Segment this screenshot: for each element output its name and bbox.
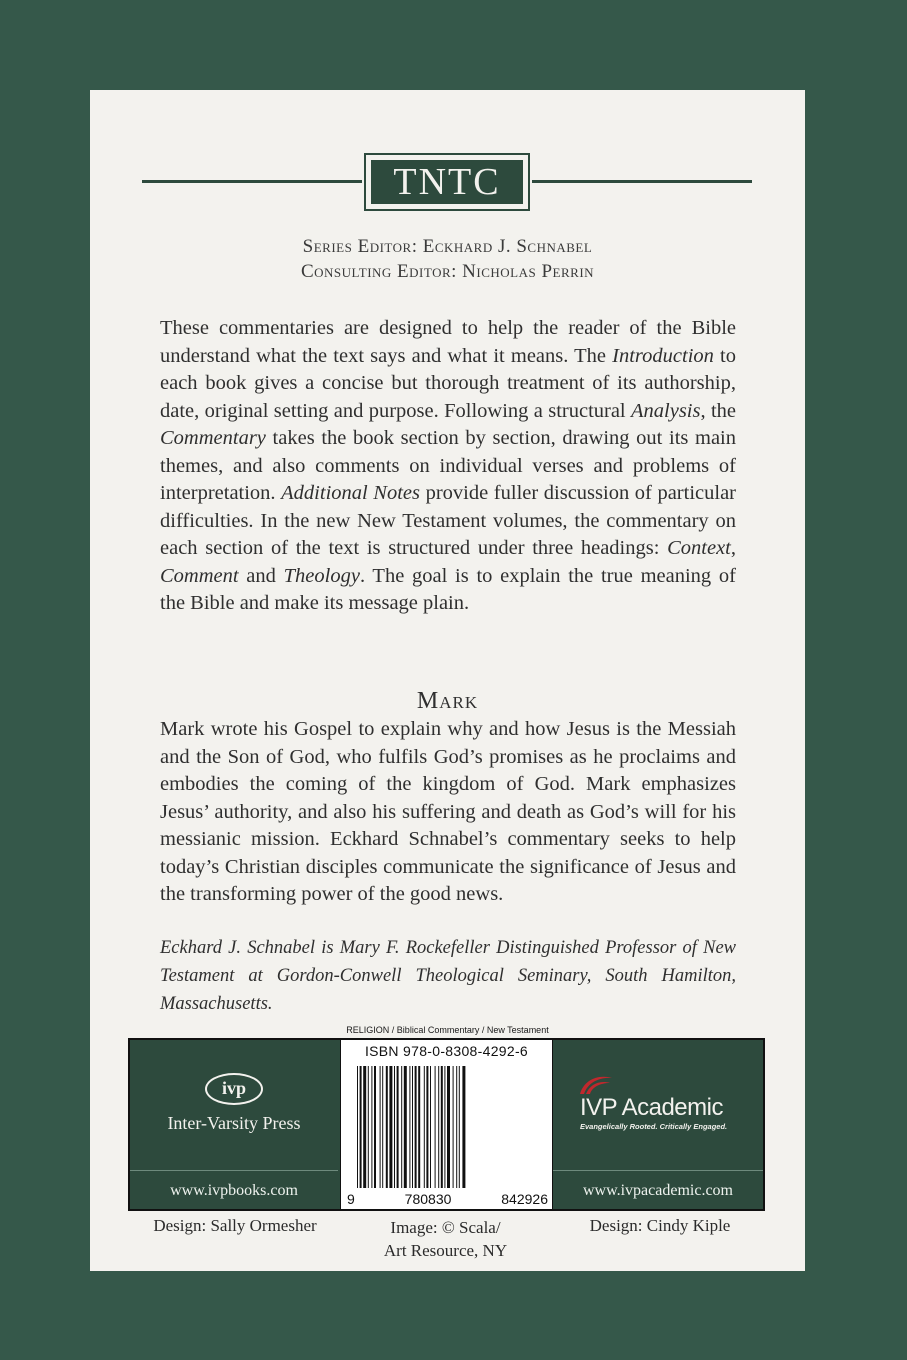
consulting-editor: Consulting Editor: Nicholas Perrin: [300, 261, 595, 282]
barcode-bar: [357, 1066, 358, 1188]
barcode-bar: [438, 1066, 439, 1188]
barcode-bar: [447, 1066, 450, 1188]
description-text: , the: [700, 399, 736, 422]
author-bio: Eckhard J. Schnabel is Mary F. Rockefeller Distinguished Professor of New Testament at Gordon-Conwell Theological Seminary, South Hamilton, Massachusetts.: [160, 938, 736, 1014]
barcode-bar: [424, 1066, 425, 1188]
term-introduction: Introduction: [612, 344, 714, 367]
term-analysis: Analysis: [631, 399, 701, 422]
credit-design-left: Design: Sally Ormesher: [153, 1216, 317, 1235]
ivp-publisher-name: Inter-Varsity Press: [167, 1113, 301, 1133]
header-rule-left: [142, 180, 362, 183]
barcode-bar: [394, 1066, 395, 1188]
barcode-bar: [435, 1066, 436, 1188]
credit-design-right: Design: Cindy Kiple: [589, 1216, 731, 1235]
barcode-bar: [360, 1066, 362, 1188]
barcode-icon: [357, 1066, 537, 1188]
barcode-bar: [418, 1066, 420, 1188]
description-text: These commentaries are designed to help the reader of the Bible understand what the text says and what it means. The: [160, 317, 736, 367]
barcode-bar: [380, 1066, 381, 1188]
barcode-bar: [382, 1066, 383, 1188]
barcode-bar: [397, 1066, 399, 1188]
barcode-bar: [401, 1066, 402, 1188]
barcode-bar: [459, 1066, 460, 1188]
barcode-bar: [441, 1066, 443, 1188]
barcode-bar: [409, 1066, 410, 1188]
description-text: . The goal is to explain the true meaning of the Bible and make its message plain.: [160, 564, 736, 614]
barcode-bar: [453, 1066, 454, 1188]
ivp-academic-swoosh-icon: [578, 1072, 614, 1096]
tntc-logo-text: TNTC: [371, 160, 523, 204]
barcode-bar: [412, 1066, 413, 1188]
tntc-logo: [364, 153, 530, 211]
header-rule-right: [532, 180, 752, 183]
description-text: to each book gives a concise but thorough treatment of its authorship, date, original setting and purpose. Following a structural: [160, 344, 736, 422]
description-text: takes the book section by section, drawing out its main themes, and also comments on individual verses and problems of interpretation.: [160, 427, 736, 504]
series-description: [160, 315, 736, 618]
term-additional-notes: Additional Notes: [281, 482, 420, 504]
term-comment: Comment: [160, 564, 239, 587]
isbn-text: ISBN 978-0-8308-4292-6: [364, 1043, 529, 1059]
credit-image-line2: Art Resource, NY: [383, 1241, 508, 1260]
term-commentary: Commentary: [160, 427, 266, 449]
book-description-text: Mark wrote his Gospel to explain why and how Jesus is the Messiah and the Son of God, who fulfils God’s promises as he proclaims and embodies the coming of the kingdom of God. Mark emphasizes Jesus’ authority, and also his suffering and death as God’s will for his messianic mission. Eckhard Schnabel’s commentary seeks to help today’s Christian disciples communicate the significance of Jesus and the transforming power of the good news.: [160, 718, 736, 905]
barcode-bar: [374, 1066, 376, 1188]
barcode-bar: [462, 1066, 465, 1188]
barcode-bar: [389, 1066, 392, 1188]
barcode-bar: [368, 1066, 369, 1188]
barcode-bar: [444, 1066, 445, 1188]
series-editor: Series Editor: Eckhard J. Schnabel: [302, 236, 593, 257]
barcode-bar: [456, 1066, 457, 1188]
barcode-digit-group: 9: [347, 1191, 355, 1207]
description-text: provide fuller discussion of particular difficulties. In the new New Testament volumes, the commentary on each section of the text is structured under three headings:: [160, 482, 736, 559]
ivp-url: www.ivpbooks.com: [130, 1170, 338, 1210]
barcode-bar: [404, 1066, 407, 1188]
book-description: [160, 716, 736, 909]
barcode-digits: [347, 1191, 548, 1207]
barcode-bar: [363, 1066, 366, 1188]
ivp-academic-name: IVP Academic: [580, 1094, 723, 1121]
ivp-academic-url: www.ivpacademic.com: [553, 1170, 763, 1210]
description-text: ,: [730, 537, 736, 559]
book-heading: Mark: [416, 688, 479, 714]
barcode-bar: [371, 1066, 372, 1188]
description-text: and: [238, 564, 284, 587]
ivp-academic-tagline: Evangelically Rooted. Critically Engaged.: [580, 1122, 728, 1131]
barcode-block: [340, 1040, 553, 1209]
credit-image: [340, 1216, 551, 1262]
ivp-logo-icon: ivp: [205, 1073, 263, 1105]
term-theology: Theology: [283, 564, 360, 587]
term-context: Context: [667, 537, 731, 559]
credit-image-line1: Image: © Scala/: [390, 1218, 501, 1237]
barcode-bar: [386, 1066, 388, 1188]
barcode-digit-group: 780830: [404, 1191, 452, 1207]
barcode-digit-group: 842926: [501, 1191, 548, 1207]
category-label: RELIGION / Biblical Commentary / New Testament: [346, 1025, 549, 1035]
barcode-bar: [426, 1066, 428, 1188]
barcode-bar: [415, 1066, 417, 1188]
barcode-bar: [430, 1066, 431, 1188]
